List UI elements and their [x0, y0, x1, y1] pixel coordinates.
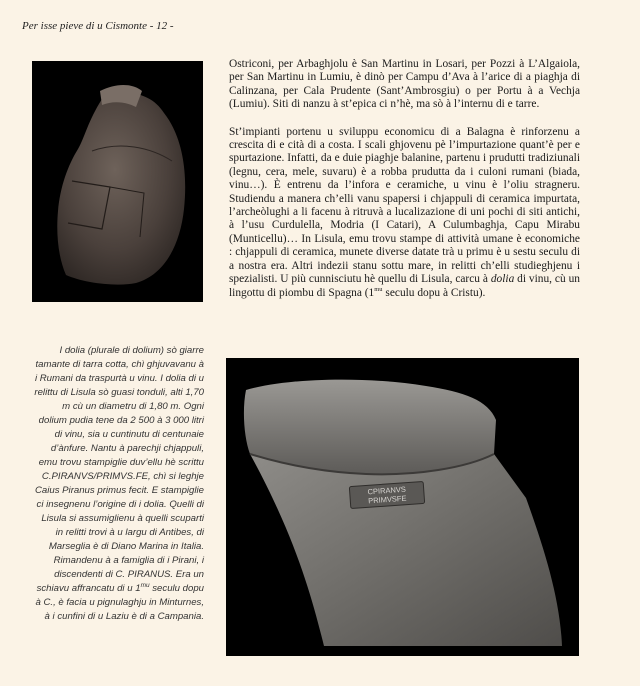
- svg-text:CPIRANVS: CPIRANVS: [367, 484, 407, 497]
- paragraph-1: Ostriconi, per Arbaghjolu è San Martinu in Losari, per Pozzi à L’Algaiola, per San Martinu in Lumiu, è dinò per Campu d’Ava à l’arice di a piaghja di Calinzana, per Cala Prudente (Sant’Ambrosgiu) o per Portu à a Vechja (Lumiu). Siti di nanzu à st’epica ci n’hè, ma sò à l’internu di e tarre.: [229, 58, 580, 111]
- main-text: [229, 58, 580, 300]
- running-header: Per isse pieve di u Cismonte - 12 -: [22, 20, 174, 32]
- photo-caption: I dolia (plurale di dolium) sò giarre tamante di tarra cotta, chì ghjuvavanu à i Rumani da traspurtà u vinu. I dolia di u relittu di Lisula sò guasi tonduli, alti 1,70 m cù un diametru di 1,80 m. Ogni dolium pudia tene da 2 500 à 3 000 litri di vinu, sia u cuntinutu di centunaie d’ànfure. Nantu à parechji chjappuli, emu trovu stampiglie duv’ellu hè scrittu C.PIRANVS/PRIMVS.FE, chì si leghje Caius Piranus primus fecit. E stampiglie ci insegnenu l’origine di i dolia. Quelli di Lisula si assumiglienu à quelli scuparti in relitti trovi à u largu di Antibes, di Marseglia è di Diano Marina in Italia. Rimandenu à a famiglia di i Pirani, i discendenti di C. PIRANUS. Era un schiavu affrancatu di u $1^{mu}$ seculu dopu à C., è facia u pignulaghju in Minturnes, à i cunfini di u Laziu è di a Campania.: [34, 345, 204, 622]
- paragraph-2: St’impianti portenu u sviluppu economicu di a Balagna è rinforzenu a crescita di e cità di a costa. I scali ghjovenu pè l’impurtazione quant’è per e spurtazione. Infatti, da e duie piaghje balanine, partenu i prudutti tradiziunali (legnu, cera, mele, suvaru) è a robba prudutta da i culoni rumani (biada, vinu…). È entrenu da l’infora e ceramiche, u vinu è l’oliu stragneru. Studiendu a manera ch’elli vanu spapersi i chjappuli di ceramica impurtata, l’archeòlughi a li facenu à ritruvà a lucalizazione di uni pochi di siti antichi, à l’usu Curdulella, Modria (I Catari), A Culumbaghja, Capu Mirabu (Munticellu)… In Lisula, emu trovu stampe di attività umane è economiche : chjappuli di ceramica, munete diverse datate trà u primu è u sestu seculu di a nostra era. Altri indezii stanu sottu mare, in relitti ch’elli studieghjenu i spezialisti. U più cunnisciutu hè quellu di Lisula, carcu à dolia di vinu, cù un lingottu di piombu di Spagna ($1^{mu}$ seculu dopu à Cristu).: [229, 125, 580, 299]
- dolia-term: dolia: [490, 273, 515, 286]
- dolium-fragment-photo: [32, 61, 203, 302]
- svg-text:PRIMVSFE: PRIMVSFE: [367, 493, 407, 506]
- stamped-sherd-photo: [226, 358, 579, 656]
- stamp-mark: [349, 481, 424, 508]
